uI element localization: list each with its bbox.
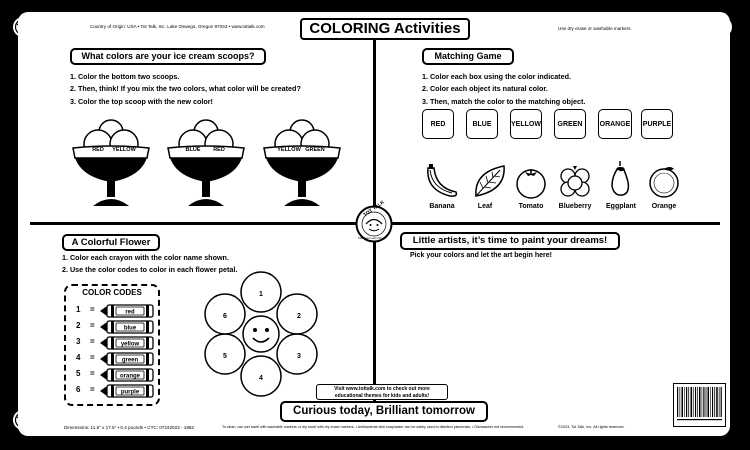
code-number: 3 — [76, 337, 81, 346]
logo-top-text: TOT TALK — [362, 199, 386, 219]
petal-number-2: 2 — [297, 313, 301, 320]
color-box-green[interactable]: GREEN — [554, 109, 586, 139]
matching-step-3: 3. Then, match the color to the matching object. — [422, 96, 586, 106]
paint-title: Little artists, it’s time to paint your dreams! — [400, 232, 620, 250]
crayon-icon[interactable] — [100, 320, 156, 334]
crayon-icon[interactable] — [100, 368, 156, 382]
use-note: Use dry erase or washable markers. — [558, 26, 632, 31]
barcode-icon — [674, 384, 725, 426]
cup-1-left-label: RED — [92, 147, 104, 153]
object-label-leaf: Leaf — [477, 203, 493, 210]
code-number: 1 — [76, 305, 81, 314]
ice-cream-cup-3 — [262, 118, 342, 210]
code-number: 5 — [76, 369, 81, 378]
color-code-row — [76, 368, 166, 384]
drawing-area[interactable] — [398, 264, 718, 384]
color-code-row — [76, 320, 166, 336]
matching-steps — [422, 71, 585, 108]
flower-step-2: 2. Use the color codes to color in each flower petal. — [62, 265, 238, 275]
eggplant-icon[interactable] — [606, 158, 636, 198]
code-equals: = — [90, 305, 95, 314]
color-box-blue[interactable]: BLUE — [466, 109, 498, 139]
crayon-label: green — [121, 357, 139, 364]
cup-3-right-label: GREEN — [305, 147, 325, 153]
code-equals: = — [90, 369, 95, 378]
tomato-icon[interactable] — [513, 164, 549, 200]
color-box-yellow[interactable]: YELLOW — [510, 109, 542, 139]
matching-title: Matching Game — [422, 48, 514, 65]
object-label-orange: Orange — [651, 203, 677, 210]
flower-title: A Colorful Flower — [62, 234, 160, 251]
crayon-label: orange — [119, 373, 141, 380]
blueberry-icon[interactable] — [557, 162, 593, 198]
ice-cream-step-2: 2. Then, think! If you mix the two colors, what color will be created? — [70, 84, 301, 94]
slogan: Curious today, Brilliant tomorrow — [280, 401, 488, 422]
color-box-purple[interactable]: PURPLE — [641, 109, 673, 139]
cup-2-left-label: BLUE — [185, 147, 201, 153]
page-title: COLORING Activities — [300, 18, 470, 40]
dimensions-note: Dimensions: 11.5" x 17.5" • 0.4 pounds • CTC: 07242023 - 1982 — [64, 425, 194, 430]
leaf-icon[interactable] — [470, 162, 510, 202]
color-codes-title: COLOR CODES — [82, 288, 142, 297]
object-label-blueberry: Blueberry — [558, 203, 592, 210]
crayon-icon[interactable] — [100, 336, 156, 350]
code-equals: = — [90, 321, 95, 330]
object-label-eggplant: Eggplant — [606, 203, 636, 210]
cup-1-right-label: YELLOW — [112, 147, 136, 153]
color-code-row — [76, 304, 166, 320]
ice-cream-steps — [70, 71, 301, 108]
color-code-row — [76, 352, 166, 368]
crayon-label: blue — [123, 325, 137, 332]
crayon-icon[interactable] — [100, 304, 156, 318]
orange-icon[interactable] — [646, 163, 682, 199]
code-equals: = — [90, 353, 95, 362]
matching-step-2: 2. Color each object its natural color. — [422, 84, 548, 94]
petal-number-4: 4 — [259, 375, 263, 382]
object-label-tomato: Tomato — [518, 203, 544, 210]
barcode — [673, 383, 726, 427]
crayon-label: red — [125, 309, 135, 316]
ice-cream-cup-1 — [71, 118, 151, 210]
matching-step-1: 1. Color each box using the color indicated. — [422, 72, 571, 81]
petal-number-3: 3 — [297, 353, 301, 360]
cup-3-left-label: YELLOW — [277, 147, 301, 153]
flower-step-1: 1. Color each crayon with the color name shown. — [62, 253, 229, 262]
ice-cream-cup-2 — [166, 118, 246, 210]
color-codes-list — [76, 304, 160, 404]
visit-note — [316, 384, 448, 400]
tot-talk-logo — [355, 199, 393, 243]
crayon-label: yellow — [120, 341, 140, 348]
code-equals: = — [90, 385, 95, 394]
code-equals: = — [90, 337, 95, 346]
banana-icon[interactable] — [422, 160, 462, 200]
object-label-banana: Banana — [429, 203, 455, 210]
color-box-orange[interactable]: ORANGE — [598, 109, 632, 139]
visit-line-1: Visit www.tottalk.com to check out more — [334, 386, 430, 392]
flower-drawing — [198, 270, 324, 406]
logo-bottom-text: Talk Less Learn More — [358, 236, 385, 240]
color-code-row — [76, 384, 166, 400]
code-number: 4 — [76, 353, 81, 362]
code-number: 2 — [76, 321, 81, 330]
color-codes-box — [64, 284, 160, 406]
crayon-icon[interactable] — [100, 384, 156, 398]
crayon-icon[interactable] — [100, 352, 156, 366]
origin-note: Country of Origin: USA • Tot Talk, Inc. Lake Oswego, Oregon 97034 • www.tottalk.com — [90, 24, 265, 29]
visit-line-2: educational themes for kids and adults! — [334, 392, 430, 399]
petal-number-5: 5 — [223, 353, 227, 360]
paint-subtitle: Pick your colors and let the art begin here! — [410, 252, 552, 259]
petal-number-6: 6 — [223, 313, 227, 320]
petal-number-1: 1 — [259, 291, 263, 298]
color-box-red[interactable]: RED — [422, 109, 454, 139]
copyright: ©2023, Tot Talk, Inc. All rights reserved. — [558, 425, 625, 429]
flower-center[interactable] — [243, 316, 279, 352]
ice-cream-step-1: 1. Color the bottom two scoops. — [70, 72, 180, 81]
code-number: 6 — [76, 385, 81, 394]
ice-cream-title: What colors are your ice cream scoops? — [70, 48, 266, 65]
crayon-label: purple — [120, 389, 140, 396]
ice-cream-step-3: 3. Color the top scoop with the new color! — [70, 96, 213, 106]
cup-2-right-label: RED — [213, 147, 225, 153]
care-note: To clean, use wet towel with washable markers or dry towel with dry erase markers. • Antibacterial dish soap/water can be safely used to disinfect placemats. • Dishwasher not recommended. — [222, 425, 525, 429]
color-code-row — [76, 336, 166, 352]
activity-sheet — [18, 12, 730, 436]
